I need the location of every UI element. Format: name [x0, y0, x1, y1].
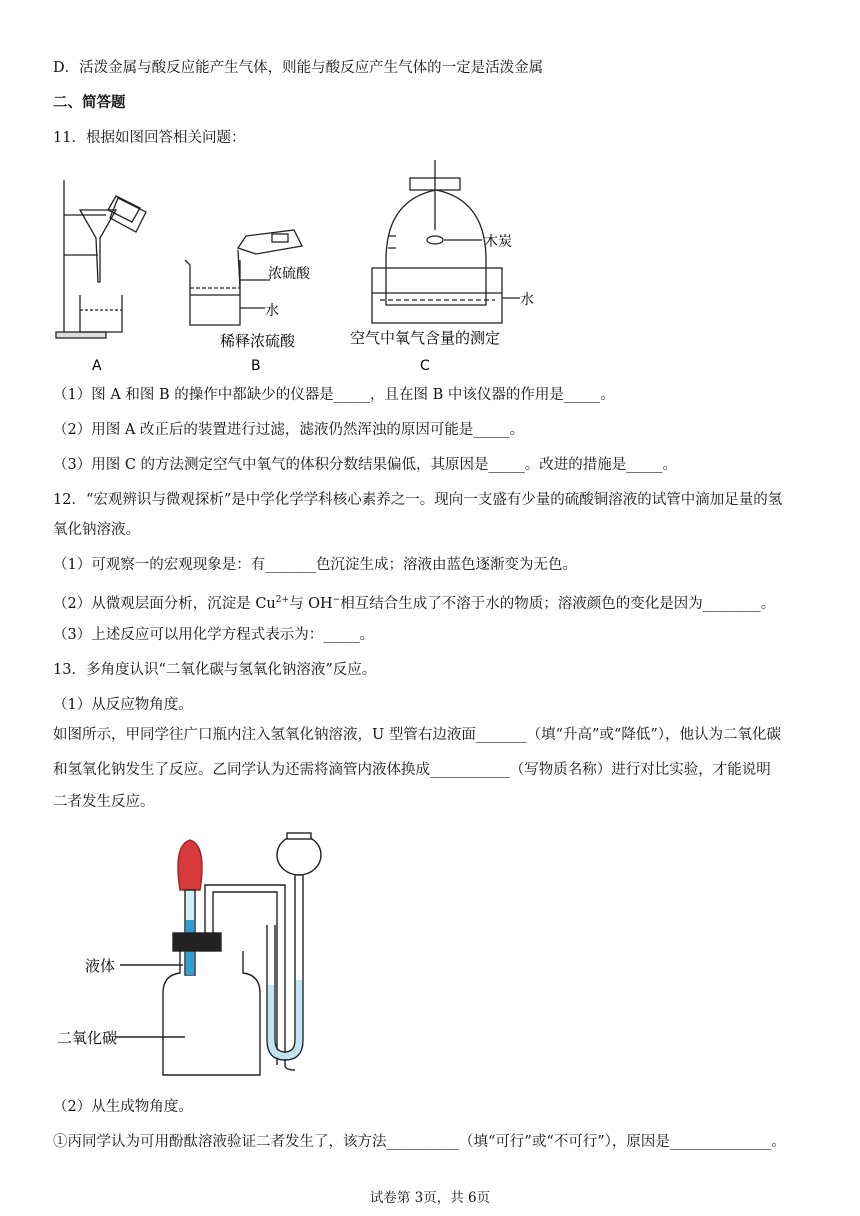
label-conc-acid: 浓硫酸 [268, 266, 310, 282]
q12-part2-mid: 与 OH [289, 596, 333, 612]
option-d: D．活泼金属与酸反应能产生气体，则能与酸反应产生气体的一定是活泼金属 [53, 60, 544, 76]
q11-part2: （2）用图 A 改正后的装置进行过滤，滤液仍然浑浊的原因可能是_____。 [53, 422, 525, 438]
figure-11-apparatus [50, 160, 534, 375]
q13-part2-1: ①丙同学认为可用酚酞溶液验证二者发生了，该方法__________（填“可行”或“不可行”），原因是______________。 [53, 1134, 786, 1150]
q12-part2-post: 相互结合生成了不溶于水的物质；溶液颜色的变化是因为________。 [340, 596, 776, 612]
q12-part2-pre: （2）从微观层面分析，沉淀是 Cu [53, 596, 276, 612]
label-b-water: 水 [265, 303, 279, 319]
label-b: B [251, 358, 261, 374]
label-charcoal: 木炭 [484, 234, 512, 250]
caption-c: 空气中氧气含量的测定 [350, 329, 501, 347]
q13-part1: （1）从反应物角度。 [53, 697, 193, 713]
question-11: 11．根据如图回答相关问题： [53, 130, 246, 146]
q12-part1: （1）可观察一的宏观现象是：有_______色沉淀生成；溶液由蓝色逐渐变为无色。 [53, 557, 577, 573]
label-c-water: 水 [520, 292, 534, 308]
section-title: 二、简答题 [53, 94, 126, 111]
q12-part2 [53, 590, 775, 614]
q13-para-line1: 如图所示，甲同学往广口瓶内注入氢氧化钠溶液，U 型管右边液面_______（填“升高”或“降低”），他认为二氧化碳 [53, 727, 781, 743]
q13-para-line2: 和氢氧化钠发生了反应。乙同学认为还需将滴管内液体换成___________（写物质名称）进行对比实验，才能说明 [53, 762, 771, 778]
label-co2: 二氧化碳 [57, 1029, 118, 1047]
q12-part2-sup1: 2+ [275, 595, 290, 605]
q11-part1: （1）图 A 和图 B 的操作中都缺少的仪器是_____，且在图 B 中该仪器的作用是_____。 [53, 387, 615, 403]
page-footer: 试卷第 3页，共 6页 [369, 1190, 491, 1206]
question-13: 13．多角度认识“二氧化碳与氢氧化钠溶液”反应。 [53, 662, 377, 678]
figure-13-apparatus [55, 825, 355, 1085]
label-a: A [92, 358, 102, 374]
question-12-line1: 12．“宏观辨识与微观探析”是中学化学学科核心素养之一。现向一支盛有少量的硫酸铜溶液的试管中滴加足量的氢 [53, 492, 783, 508]
q13-part2: （2）从生成物角度。 [53, 1099, 193, 1115]
q13-para-line3: 二者发生反应。 [53, 794, 155, 810]
question-12-line2: 氧化钠溶液。 [53, 522, 140, 538]
label-c: C [420, 358, 430, 374]
q12-part2-sup2: − [332, 595, 341, 605]
label-liquid: 液体 [85, 957, 116, 975]
caption-b: 稀释浓硫酸 [220, 332, 296, 350]
q12-part3: （3）上述反应可以用化学方程式表示为：_____。 [53, 627, 374, 643]
q11-part3: （3）用图 C 的方法测定空气中氧气的体积分数结果偏低，其原因是_____。改进的措施是_____。 [53, 457, 678, 473]
